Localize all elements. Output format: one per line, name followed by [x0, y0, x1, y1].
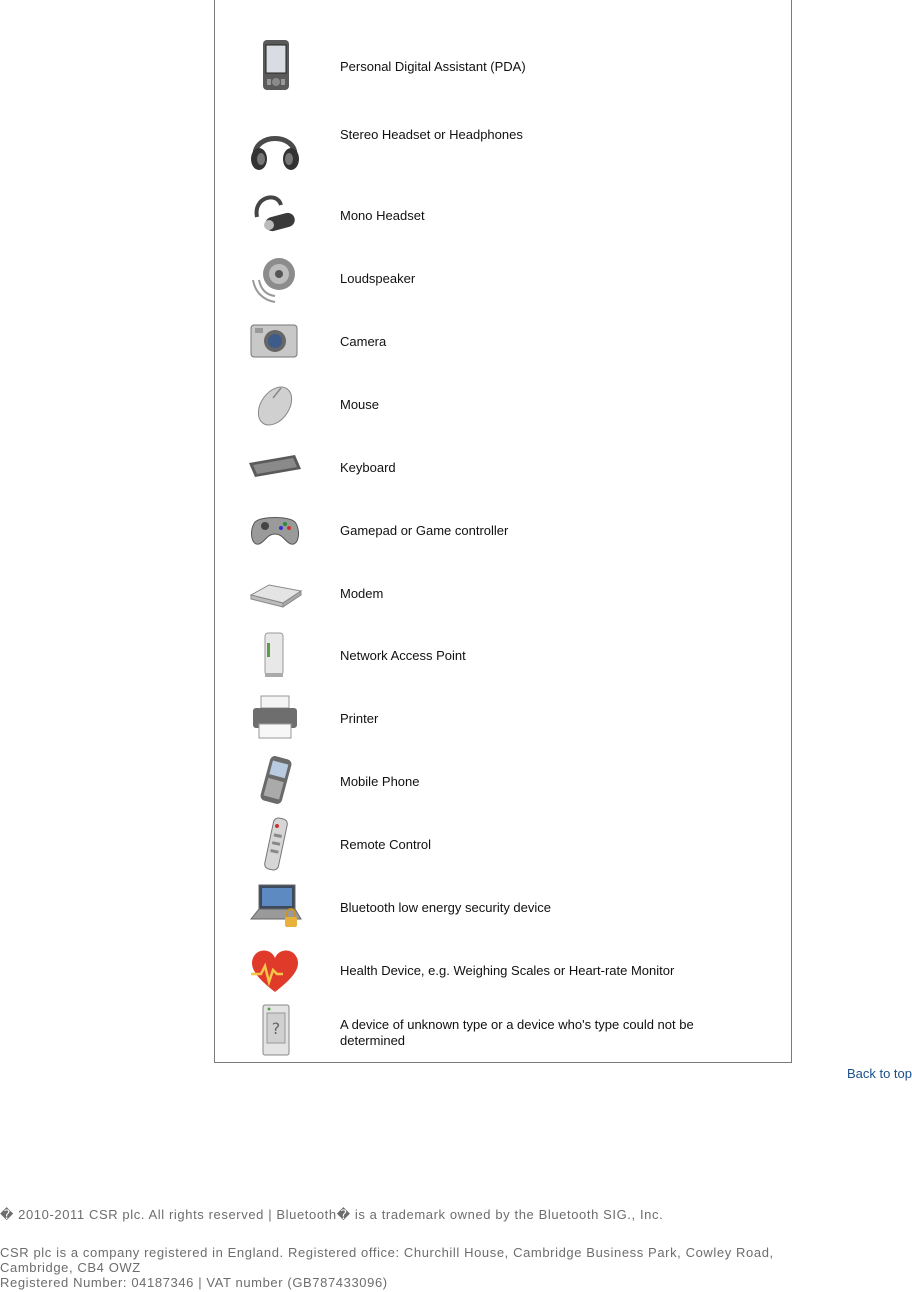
keyboard-icon — [245, 439, 305, 495]
modem-icon — [245, 565, 305, 621]
device-label: Remote Control — [340, 837, 432, 852]
device-label: Health Device, e.g. Weighing Scales or Heart-rate Monitor — [340, 963, 675, 978]
device-label: Mouse — [340, 397, 380, 412]
device-label: Printer — [340, 711, 379, 726]
device-label: Keyboard — [340, 460, 396, 475]
footer-address — [0, 1245, 774, 1290]
address-line: Cambridge, CB4 OWZ — [0, 1260, 141, 1275]
mouse-icon — [245, 376, 305, 432]
device-icon-table — [214, 0, 792, 1063]
device-label: Stereo Headset or Headphones — [340, 127, 523, 142]
device-label: Personal Digital Assistant (PDA) — [340, 59, 526, 74]
back-to-top-link[interactable]: Back to top — [846, 1066, 912, 1081]
registration-text: Registered Number: 04187346 | VAT number (GB787433096) — [0, 1275, 388, 1290]
loudspeaker-icon — [245, 250, 305, 306]
heart-icon — [245, 942, 305, 998]
footer — [0, 1207, 663, 1222]
gamepad-icon — [245, 502, 305, 558]
printer-icon — [245, 690, 305, 746]
access-point-icon — [245, 627, 305, 683]
device-label: Camera — [340, 334, 387, 349]
device-label: Loudspeaker — [340, 271, 416, 286]
mono-headset-icon — [245, 187, 305, 243]
device-label: Mobile Phone — [340, 774, 420, 789]
mobile-phone-icon — [245, 753, 305, 809]
device-label: Gamepad or Game controller — [340, 523, 509, 538]
device-label: Mono Headset — [340, 208, 425, 223]
address-line: CSR plc is a company registered in England. Registered office: Churchill House, Cambridge Business Park, Cowley Road, — [0, 1245, 774, 1260]
svg-text:?: ? — [271, 1019, 281, 1038]
copyright-text: � 2010-2011 CSR plc. All rights reserved | Bluetooth� is a trademark owned by the Bluetooth SIG., Inc. — [0, 1207, 664, 1222]
pda-icon — [245, 38, 305, 94]
unknown-device-icon — [245, 1003, 305, 1059]
laptop-lock-icon — [245, 879, 305, 935]
headphones-icon — [245, 121, 305, 177]
camera-icon — [245, 313, 305, 369]
remote-control-icon — [245, 816, 305, 872]
device-label: Network Access Point — [340, 648, 466, 663]
device-label: A device of unknown type or a device who's type could not be determined — [340, 1017, 694, 1048]
device-label: Modem — [340, 586, 384, 601]
device-label: Bluetooth low energy security device — [340, 900, 552, 915]
